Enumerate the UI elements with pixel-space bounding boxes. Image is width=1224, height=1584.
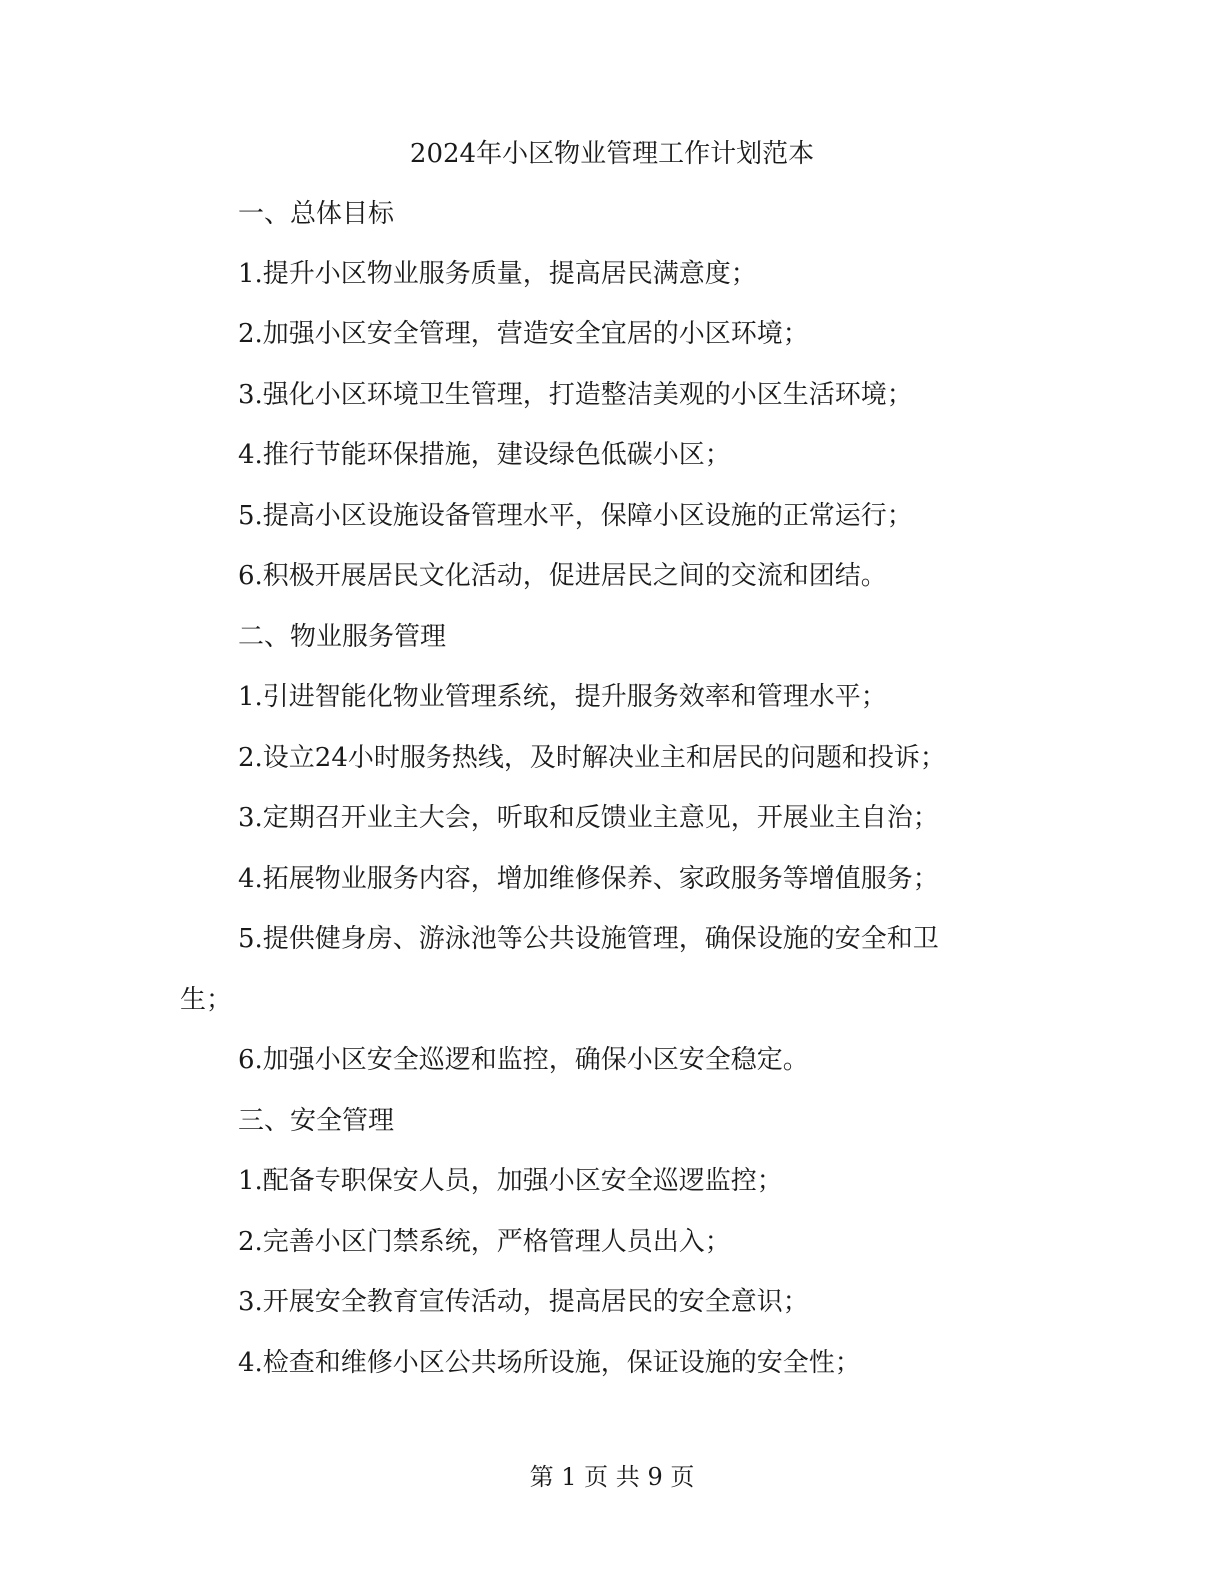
list-item-continuation: 生； <box>180 985 233 1015</box>
list-item: 2.加强小区安全管理，营造安全宜居的小区环境； <box>238 319 809 349</box>
list-item: 4.拓展物业服务内容，增加维修保养、家政服务等增值服务； <box>238 864 939 894</box>
section-heading: 二、物业服务管理 <box>238 622 447 652</box>
section-heading: 一、总体目标 <box>238 199 395 229</box>
list-item: 3.开展安全教育宣传活动，提高居民的安全意识； <box>238 1287 809 1317</box>
list-item: 4.推行节能环保措施，建设绿色低碳小区； <box>238 440 731 470</box>
list-item: 6.积极开展居民文化活动，促进居民之间的交流和团结。 <box>238 561 887 591</box>
list-item: 1.引进智能化物业管理系统，提升服务效率和管理水平； <box>238 682 887 712</box>
list-item: 4.检查和维修小区公共场所设施，保证设施的安全性； <box>238 1348 861 1378</box>
page-number: 第 1 页 共 9 页 <box>529 1463 695 1491</box>
list-item: 5.提供健身房、游泳池等公共设施管理，确保设施的安全和卫 <box>238 924 939 954</box>
list-item: 2.设立24小时服务热线，及时解决业主和居民的问题和投诉； <box>238 743 946 773</box>
list-item: 5.提高小区设施设备管理水平，保障小区设施的正常运行； <box>238 501 913 531</box>
list-item: 1.配备专职保安人员，加强小区安全巡逻监控； <box>238 1166 783 1196</box>
list-item: 1.提升小区物业服务质量，提高居民满意度； <box>238 259 757 289</box>
section-heading: 三、安全管理 <box>238 1106 395 1136</box>
list-item: 6.加强小区安全巡逻和监控，确保小区安全稳定。 <box>238 1045 809 1075</box>
document-title: 2024年小区物业管理工作计划范本 <box>409 139 815 169</box>
list-item: 2.完善小区门禁系统，严格管理人员出入； <box>238 1227 731 1257</box>
list-item: 3.强化小区环境卫生管理，打造整洁美观的小区生活环境； <box>238 380 913 410</box>
list-item: 3.定期召开业主大会，听取和反馈业主意见，开展业主自治； <box>238 803 939 833</box>
